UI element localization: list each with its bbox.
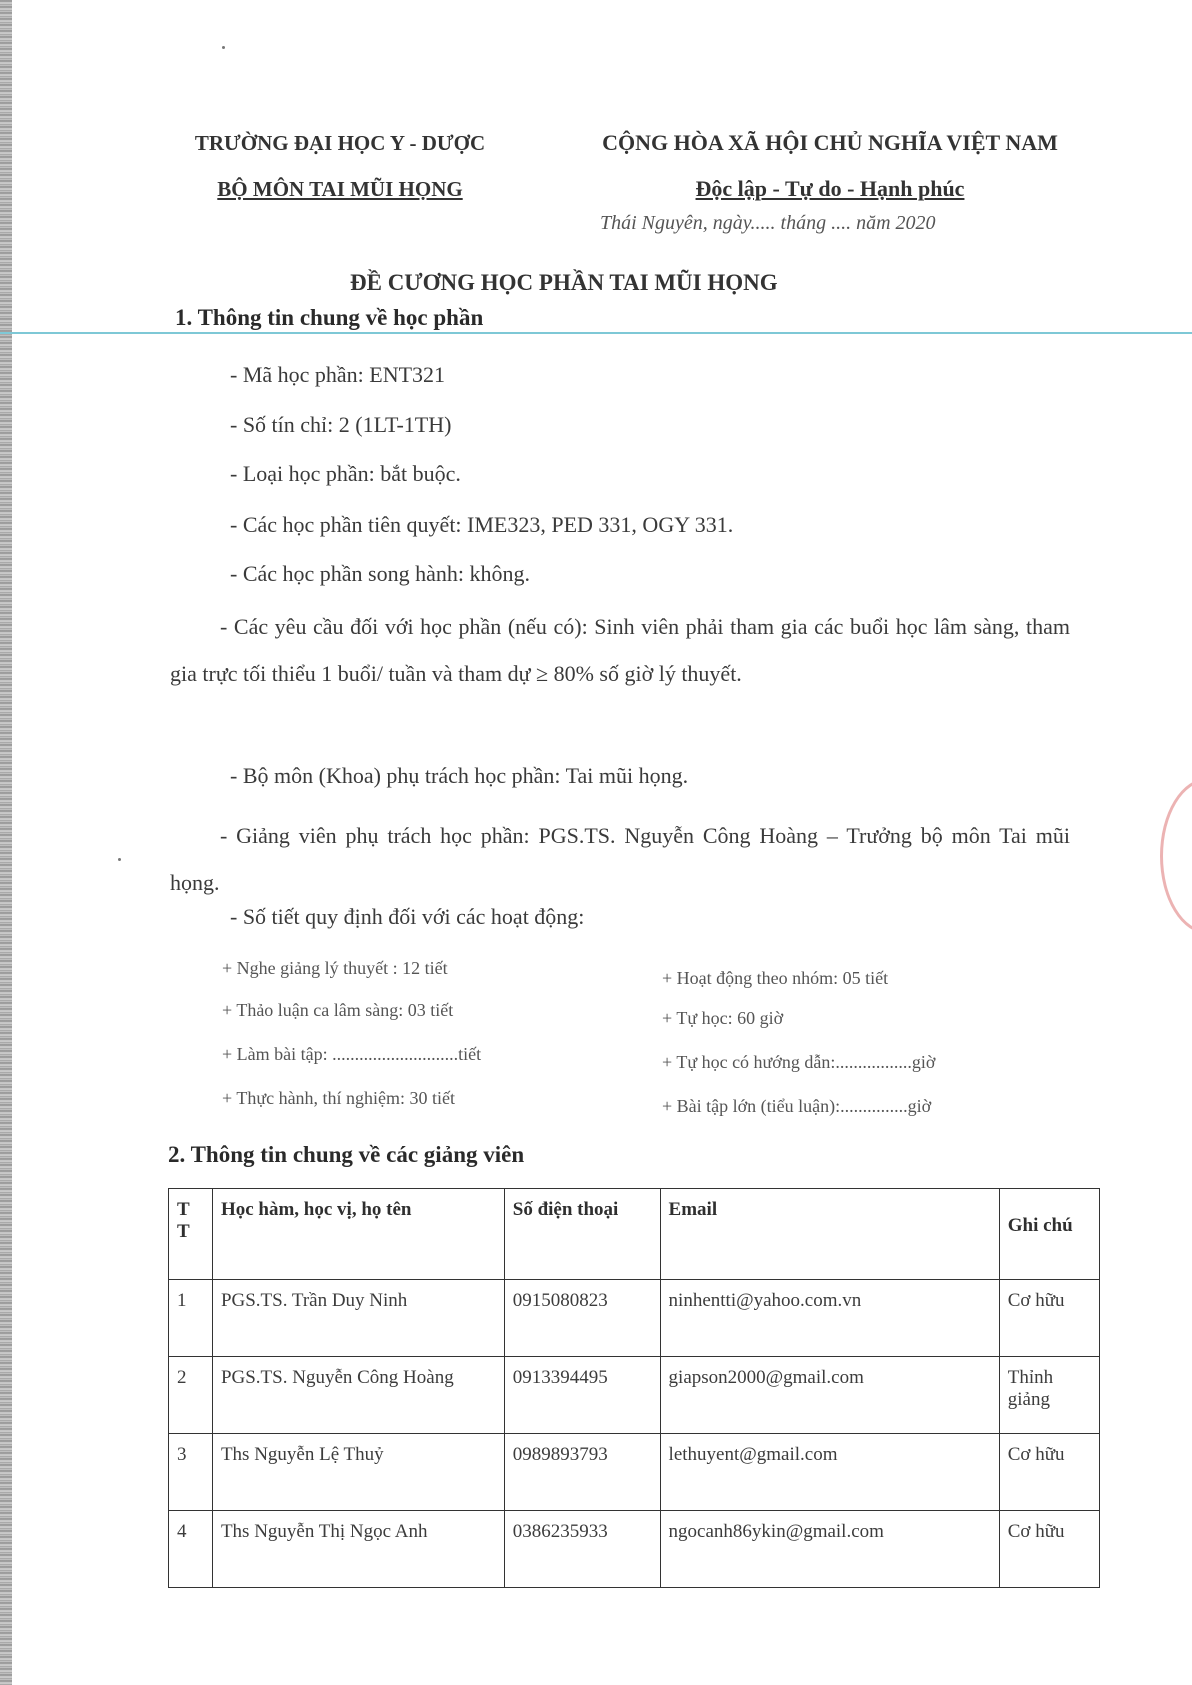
cell-phone: 0915080823 bbox=[504, 1280, 660, 1357]
cell-email: ngocanh86ykin@gmail.com bbox=[660, 1511, 999, 1588]
table-header-row bbox=[169, 1189, 1100, 1280]
scan-edge bbox=[0, 0, 12, 1685]
hours-intro: - Số tiết quy định đối với các hoạt động: bbox=[230, 904, 585, 929]
activity-case-discussion: + Thảo luận ca lâm sàng: 03 tiết bbox=[222, 1000, 454, 1020]
scan-line bbox=[0, 332, 1192, 334]
col-header-note: Ghi chú bbox=[999, 1189, 1099, 1280]
section1-heading: 1. Thông tin chung về học phần bbox=[175, 305, 484, 330]
course-type: - Loại học phần: bắt buộc. bbox=[230, 461, 461, 486]
activity-exercises: + Làm bài tập: ............................tiết bbox=[222, 1044, 482, 1064]
col-header-index: T T bbox=[169, 1189, 213, 1280]
col-header-email: Email bbox=[660, 1189, 999, 1280]
prerequisites: - Các học phần tiên quyết: IME323, PED 331, OGY 331. bbox=[230, 512, 734, 537]
scan-speck bbox=[222, 46, 225, 49]
institution-header bbox=[150, 120, 530, 212]
credits: - Số tín chỉ: 2 (1LT-1TH) bbox=[230, 412, 452, 437]
red-seal-stamp bbox=[1160, 778, 1192, 934]
col-header-name: Học hàm, học vị, họ tên bbox=[212, 1189, 504, 1280]
cell-phone: 0989893793 bbox=[504, 1434, 660, 1511]
cell-email: giapson2000@gmail.com bbox=[660, 1357, 999, 1434]
activity-lecture: + Nghe giảng lý thuyết : 12 tiết bbox=[222, 958, 448, 978]
cell-note: Cơ hữu bbox=[999, 1511, 1099, 1588]
course-code: - Mã học phần: ENT321 bbox=[230, 362, 446, 387]
cell-email: lethuyent@gmail.com bbox=[660, 1434, 999, 1511]
national-motto: Độc lập - Tự do - Hạnh phúc bbox=[695, 176, 965, 201]
university-name: TRƯỜNG ĐẠI HỌC Y - DƯỢC bbox=[194, 131, 486, 155]
scan-speck bbox=[118, 858, 121, 861]
cell-phone: 0386235933 bbox=[504, 1511, 660, 1588]
table-row bbox=[169, 1434, 1100, 1511]
col-header-phone: Số điện thoại bbox=[504, 1189, 660, 1280]
activity-self-study: + Tự học: 60 giờ bbox=[662, 1008, 784, 1028]
table-row bbox=[169, 1511, 1100, 1588]
cell-note: Cơ hữu bbox=[999, 1280, 1099, 1357]
cell-phone: 0913394495 bbox=[504, 1357, 660, 1434]
department-name: BỘ MÔN TAI MŨI HỌNG bbox=[217, 177, 463, 201]
lecturer-paragraph: - Giảng viên phụ trách học phần: PGS.TS. Nguyễn Công Hoàng – Trưởng bộ môn Tai mũi họng. bbox=[170, 823, 1070, 895]
date-line: Thái Nguyên, ngày..... tháng .... năm 2020 bbox=[600, 212, 936, 234]
cell-name: Ths Nguyễn Thị Ngọc Anh bbox=[212, 1511, 504, 1588]
national-header bbox=[555, 120, 1105, 212]
cell-index: 4 bbox=[169, 1511, 213, 1588]
cell-note: Thỉnh giảng bbox=[999, 1357, 1099, 1434]
cell-name: Ths Nguyễn Lệ Thuỷ bbox=[212, 1434, 504, 1511]
requirements-paragraph: - Các yêu cầu đối với học phần (nếu có): Sinh viên phải tham gia các buổi học lâm sàng, tham gia trực tối thiểu 1 buổi/ tuần và tham dự ≥ 80% số giờ lý thuyết. bbox=[170, 614, 1070, 686]
corequisites: - Các học phần song hành: không. bbox=[230, 561, 530, 586]
cell-name: PGS.TS. Nguyễn Công Hoàng bbox=[212, 1357, 504, 1434]
table-row bbox=[169, 1357, 1100, 1434]
activity-practice: + Thực hành, thí nghiệm: 30 tiết bbox=[222, 1088, 456, 1108]
cell-note: Cơ hữu bbox=[999, 1434, 1099, 1511]
activity-assignment: + Bài tập lớn (tiểu luận):...............giờ bbox=[662, 1096, 932, 1116]
responsible-department: - Bộ môn (Khoa) phụ trách học phần: Tai mũi họng. bbox=[230, 763, 689, 788]
activity-guided-study: + Tự học có hướng dẫn:.................giờ bbox=[662, 1052, 936, 1072]
cell-name: PGS.TS. Trần Duy Ninh bbox=[212, 1280, 504, 1357]
national-title: CỘNG HÒA XÃ HỘI CHỦ NGHĨA VIỆT NAM bbox=[602, 130, 1058, 155]
document-title: ĐỀ CƯƠNG HỌC PHẦN TAI MŨI HỌNG bbox=[350, 270, 778, 295]
table-row bbox=[169, 1280, 1100, 1357]
cell-index: 3 bbox=[169, 1434, 213, 1511]
cell-email: ninhentti@yahoo.com.vn bbox=[660, 1280, 999, 1357]
cell-index: 2 bbox=[169, 1357, 213, 1434]
cell-index: 1 bbox=[169, 1280, 213, 1357]
lecturer-table bbox=[168, 1188, 1100, 1588]
section2-heading: 2. Thông tin chung về các giảng viên bbox=[168, 1142, 525, 1167]
activity-group-work: + Hoạt động theo nhóm: 05 tiết bbox=[662, 968, 889, 988]
